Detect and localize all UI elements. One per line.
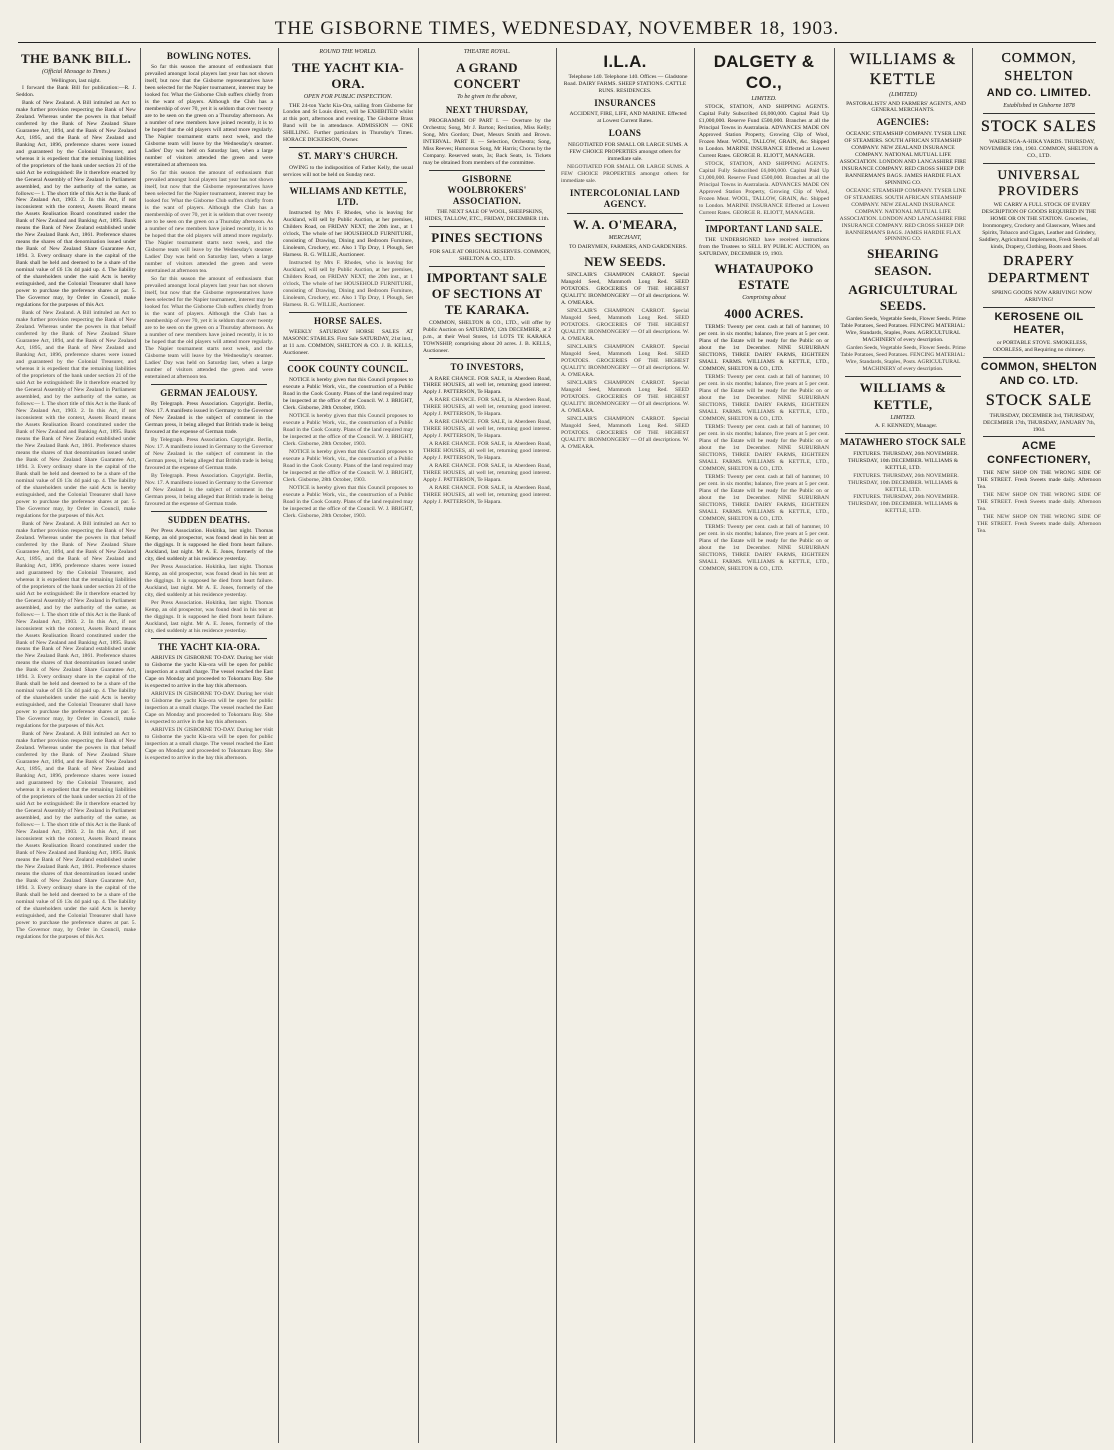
county-council-body: NOTICE is hereby given that this Council proposes to execute a Public Work, viz., the construction of a Public Road in the Cook County. Plans of the land required may be inspected at the office of the Council. W. J. BRIGHT, Clerk. Gisborne, 28th October, 1903. [283, 377, 413, 412]
new-seeds-heading: NEW SEEDS. [584, 253, 666, 269]
wk-auction-heading: WILLIAMS AND KETTLE, LTD. [289, 185, 407, 207]
german-jealousy-heading: GERMAN JEALOUSY. [160, 387, 258, 398]
county-council-heading: COOK COUNTY COUNCIL. [287, 364, 409, 375]
investors-body: A RARE CHANCE. FOR SALE, in Aberdeen Road, THREE HOUSES, all well let, returning good interest. Apply J. PATTERSON, Te Hapara. [423, 419, 551, 440]
cs-stock-sale-heading: STOCK SALE [985, 391, 1093, 409]
pines-heading: PINES SECTIONS [431, 230, 543, 246]
land-sale-heading: IMPORTANT LAND SALE. [705, 223, 823, 234]
acme-heading: ACME CONFECTIONERY, [987, 440, 1091, 467]
new-seeds-body: SINCLAIR'S CHAMPION CARROT. Special Mangold Seed, Mammoth Long Red. SEED POTATOES. GROCERIES OF THE HIGHEST QUALITY. IRONMONGERY — Of all descriptions. W. A. O'MEARA. [561, 272, 689, 306]
cs-stock-sale-body: THURSDAY, DECEMBER 3rd, THURSDAY, DECEMBER 17th, THURSDAY, JANUARY 7th, 1904. [982, 412, 1096, 433]
new-seeds-body: SINCLAIR'S CHAMPION CARROT. Special Mangold Seed, Mammoth Long Red. SEED POTATOES. GROCERIES OF THE HIGHEST QUALITY. IRONMONGERY — Of all descriptions. W. A. O'MEARA. [561, 343, 689, 378]
dalgety-body: STOCK, STATION, AND SHIPPING AGENTS. Capital Fully Subscribed £6,000,000. Capital Paid Up £1,000,000. Reserve Fund £500,000. Branches at all the Principal Towns in Australasia. ADVANCES MADE ON Approved Station Property, Growing Clip of Wool, Frozen Meat. WOOL, TALLOW, GRAIN, &c. Shipped to London. MARINE INSURANCE Effected at Lowest Current Rates. GEORGE R. ELIOTT, MANAGER. [699, 104, 829, 159]
column-8 [977, 48, 1101, 1443]
agri-seeds-heading: AGRICULTURAL SEEDS. [848, 281, 958, 314]
yacht-arrival-body: ARRIVES IN GISBORNE TO-DAY. During her visit to Gisborne the yacht Kia-ora will be open for public inspection at a small charge. The vessel reached the East Cape on Monday and proceeded to Tokomaru Bay. She is expected to arrive in the bay this afternoon. [145, 654, 273, 689]
acme-body: THE NEW SHOP ON THE WRONG SIDE OF THE STREET. Fresh Sweets made daily. Afternoon Tea. [977, 513, 1101, 534]
ila-body: Telephone 140. Telephone 140. Offices — Gladstone Road. DAIRY FARMS. SHEEP STATIONS. CATTLE RUNS. RESIDENCES. [563, 74, 688, 95]
pines-body: FOR SALE AT ORIGINAL RESERVES. COMMON, SHELTON & CO., LTD. [429, 248, 551, 262]
new-seeds-body: SINCLAIR'S CHAMPION CARROT. Special Mangold Seed, Mammoth Long Red. SEED POTATOES. GROCERIES OF THE HIGHEST QUALITY. IRONMONGERY — Of all descriptions. W. A. O'MEARA. [561, 415, 689, 450]
investors-body: A RARE CHANCE. FOR SALE, in Aberdeen Road, THREE HOUSES, all well let, returning good interest. Apply J. PATTERSON, Te Hapara. [423, 397, 551, 418]
bank-bill-dateline: Wellington, last night. [51, 77, 101, 84]
divider [289, 147, 407, 148]
sudden-deaths-body: Per Press Association. Hokitika, last night. Thomas Kemp, an old prospector, was found dead in his tent at the diggings. It is supposed he died from heart failure. Auckland, last night. Mr A. E. Jones, formerly of the city, died suddenly at his residence yesterday. [145, 563, 273, 598]
woolbrokers-heading: GISBORNE WOOLBROKERS' ASSOCIATION. [447, 173, 527, 207]
universal-providers-heading: UNIVERSAL PROVIDERS [997, 167, 1081, 199]
column-rule [834, 48, 835, 1443]
williams-kettle-subhead: (LIMITED) [889, 92, 917, 98]
investors-body: A RARE CHANCE. FOR SALE, in Aberdeen Road, THREE HOUSES, all well let, returning good interest. Apply J. PATTERSON, Te Hapara. [423, 485, 551, 506]
cs-stock-heading: COMMON, SHELTON AND CO. LTD. [980, 361, 1098, 387]
wk-auction-body: Instructed by Mrs F. Rhodes, who is leaving for Auckland, will sell by Public Auction, at her premises, Childers Road, on FRIDAY NEXT, the 20th inst., at 1 o'clock, The whole of her HOUSEHOLD FURNITURE, consisting of Drawing, Dining and Bedroom Furniture, Linoleum, Crockery, etc. Also 1 Tip Dray, 1 Plough, Set Harness. R. G. WILLIE, Auctioneer. [283, 210, 413, 259]
williams-kettle-body: PASTORALISTS' AND FARMERS' AGENTS, AND GENERAL MERCHANTS. [846, 100, 966, 114]
bowling-notes-body: So far this season the amount of enthusiasm that prevailed amongst local players last year has not shown itself, but now that the Gisborne representatives have been selected for the Napier tournament, interest may be looked for. What the Gisborne Club suffers chiefly from is the want of players. Although the Club has a membership of over 70, yet it is seldom that over twenty are to be seen on the green on a Thursday afternoon. As a number of new members have joined recently, it is to be hoped that the old players will attend more regularly. The Napier tournament starts next week, and the Gisborne team will leave by the Wednesday's steamer. Ladies' Day was held on Saturday last, when a large number of visitors attended the green and were entertained at afternoon tea. [145, 64, 273, 169]
stock-sales-body: WAERENGA-A-HIKA YARDS. THURSDAY, NOVEMBER 19th, 1903. COMMON, SHELTON & CO., LTD. [979, 139, 1099, 160]
divider [151, 511, 267, 512]
divider [429, 358, 545, 359]
investors-body: A RARE CHANCE. FOR SALE, in Aberdeen Road, THREE HOUSES, all well let, returning good interest. Apply J. PATTERSON, Te Hapara. [423, 375, 551, 396]
whataupoko-body: TERMS: Twenty per cent. cash at fall of hammer, 10 per cent. in six months; balance, five years at 5 per cent. Plans of the Estate will be ready for the Public on or about the 1st December. NINE SUBURBAN SECTIONS, THREE DAIRY FARMS, EIGHTEEN SMALL FARMS. WILLIAMS & KETTLE, LTD., COMMON, SHELTON & CO., LTD. [699, 473, 829, 522]
acres-heading: 4000 ACRES. [724, 305, 804, 321]
divider [983, 436, 1095, 437]
investors-heading: TO INVESTORS, [450, 362, 524, 373]
concert-body: PROGRAMME OF PART I. — Overture by the Orchestra; Song, Mr J. Barton; Recitation, Miss Kelly; Song, Mrs Gordon; Duet, Messrs Smith and Brown. INTERVAL. PART II. — Selection, Orchestra; Song, Miss Reeves; Humorous Song, Mr Harris; Chorus by the Company. Reserved seats, 3s; Back Seats, 1s. Tickets may be obtained from members of the committee. [423, 117, 551, 166]
divider [983, 113, 1095, 114]
investors-body: A RARE CHANCE. FOR SALE, in Aberdeen Road, THREE HOUSES, all well let, returning good interest. Apply J. PATTERSON, Te Hapara. [423, 441, 551, 462]
masthead [0, 0, 1114, 44]
agri-seeds-body: Garden Seeds, Vegetable Seeds, Flower Seeds. Prime Table Potatoes, Seed Potatoes. FENCING MATERIAL: Wire, Standards, Staples, Posts. AGRICULTURAL MACHINERY of every description. [840, 345, 966, 373]
county-council-body: NOTICE is hereby given that this Council proposes to execute a Public Work, viz., the construction of a Public Road in the Cook County. Plans of the land required may be inspected at the office of the Council. W. J. BRIGHT, Clerk. Gisborne, 28th October, 1903. [283, 413, 413, 448]
te-karaka-heading: IMPORTANT SALE OF SECTIONS AT TE KARAKA. [426, 269, 548, 318]
williams-kettle-heading: WILLIAMS & KETTLE [849, 51, 957, 88]
bowling-notes-heading: BOWLING NOTES. [166, 51, 252, 61]
ila-heading: I.L.A. [603, 52, 647, 71]
heater-body: or PORTABLE STOVE. SMOKELESS, ODORLESS, and Requiring no chimney. [992, 340, 1088, 354]
column-2 [145, 48, 273, 1443]
divider [845, 376, 961, 377]
investors-body: A RARE CHANCE. FOR SALE, in Aberdeen Road, THREE HOUSES, all well let, returning good interest. Apply J. PATTERSON, Te Hapara. [423, 463, 551, 484]
newspaper-title: THE GISBORNE TIMES, WEDNESDAY, NOVEMBER 18, 1903. [274, 18, 840, 39]
loans-body: NEGOTIATED FOR SMALL OR LARGE SUMS. A FEW CHOICE PROPERTIES amongst others for immediate sale. [568, 141, 688, 162]
omeara-body: TO DAIRYMEN, FARMERS, AND GARDENERS. [568, 243, 688, 250]
whataupoko-body: TERMS: Twenty per cent. cash at fall of hammer, 10 per cent. in six months; balance, five years at 5 per cent. Plans of the Estate will be ready for the Public on or about the 1st December. NINE SUBURBAN SECTIONS, THREE DAIRY FARMS, EIGHTEEN SMALL FARMS. WILLIAMS & KETTLE, LTD., COMMON, SHELTON & CO., LTD. [699, 423, 829, 472]
wk-footer-heading: WILLIAMS & KETTLE, [859, 380, 947, 412]
whataupoko-body: TERMS: Twenty per cent. cash at fall of hammer, 10 per cent. in six months; balance, five years at 5 per cent. Plans of the Estate will be ready for the Public on or about the 1st December. NINE SUBURBAN SECTIONS, THREE DAIRY FARMS, EIGHTEEN SMALL FARMS. WILLIAMS & KETTLE, LTD., COMMON, SHELTON & CO., LTD. [699, 523, 829, 572]
divider [705, 220, 823, 221]
bank-bill-heading: THE BANK BILL. [20, 51, 132, 66]
sudden-deaths-heading: SUDDEN DEATHS. [167, 514, 251, 525]
divider [983, 357, 1095, 358]
yacht-arrival-body: ARRIVES IN GISBORNE TO-DAY. During her visit to Gisborne the yacht Kia-ora will be open for public inspection at a small charge. The vessel reached the East Cape on Monday and proceeded to Tokomaru Bay. She is expected to arrive in the bay this afternoon. [145, 690, 273, 725]
divider [429, 266, 545, 267]
divider [289, 182, 407, 183]
yacht-ad-subhead: OPEN FOR PUBLIC INSPECTION. [303, 94, 393, 100]
german-jealousy-body: By Telegraph. Press Association. Copyright. Berlin, Nov. 17. A manifesto issued in Germany to the Governor of New Zealand is the subject of comment in the German press, it being alleged that British trade is being favoured at the expense of German trade. [145, 400, 273, 435]
sudden-deaths-body: Per Press Association. Hokitika, last night. Thomas Kemp, an old prospector, was found dead in his tent at the diggings. It is supposed he died from heart failure. Auckland, last night. Mr A. E. Jones, formerly of the city, died suddenly at his residence yesterday. [145, 599, 273, 634]
county-council-body: NOTICE is hereby given that this Council proposes to execute a Public Work, viz., the construction of a Public Road in the Cook County. Plans of the land required may be inspected at the office of the Council. W. J. BRIGHT, Clerk. Gisborne, 28th October, 1903. [283, 449, 413, 484]
column-rule [694, 48, 695, 1443]
loans-body: NEGOTIATED FOR SMALL OR LARGE SUMS. A FEW CHOICE PROPERTIES amongst others for immediate sale. [561, 163, 689, 184]
column-rule [140, 48, 141, 1443]
bowling-notes-body: So far this season the amount of enthusiasm that prevailed amongst local players last year has not shown itself, but now that the Gisborne representatives have been selected for the Napier tournament, interest may be looked for. What the Gisborne Club suffers chiefly from is the want of players. Although the Club has a membership of over 70, yet it is seldom that over twenty are to be seen on the green on a Thursday afternoon. As a number of new members have joined recently, it is to be hoped that the old players will attend more regularly. The Napier tournament starts next week, and the Gisborne team will leave by the Wednesday's steamer. Ladies' Day was held on Saturday last, when a large number of visitors attended the green and were entertained at afternoon tea. [145, 170, 273, 274]
common-shelton-subheading: AND CO. LIMITED. [986, 87, 1092, 99]
column-6 [699, 48, 829, 1443]
divider [983, 307, 1095, 308]
agencies-heading: AGENCIES: [876, 117, 930, 128]
te-karaka-body: COMMON, SHELTON & CO., LTD., will offer by Public Auction on SATURDAY, 12th DECEMBER, at 2 p.m., at their Wool Stores, 14 LOTS TE KARAKA TOWNSHIP, comprising about 20 acres. J. B. KELLS, Auctioneer. [423, 320, 551, 355]
county-council-body: NOTICE is hereby given that this Council proposes to execute a Public Work, viz., the construction of a Public Road in the Cook County. Plans of the land required may be inspected at the office of the Council. W. J. BRIGHT, Clerk. Gisborne, 28th October, 1903. [283, 485, 413, 520]
column-7 [839, 48, 967, 1443]
wk-footer-body: A. F. KENNEDY, Manager. [874, 423, 938, 430]
omeara-subhead: MERCHANT, [608, 235, 642, 242]
matawhero-heading: MATAWHERO STOCK SALE [839, 437, 967, 448]
dalgety-heading: DALGETY & CO., [713, 52, 815, 93]
established-line: Established in Gisborne 1878 [1003, 102, 1075, 109]
divider [567, 213, 683, 214]
drapery-heading: DRAPERY DEPARTMENT [988, 253, 1090, 287]
land-sale-body: THE UNDERSIGNED have received instructions from the Trustees to SELL BY PUBLIC AUCTION, on SATURDAY, DECEMBER 19, 1903. [699, 237, 829, 257]
divider [429, 226, 545, 227]
loans-heading: LOANS [608, 128, 642, 139]
new-seeds-body: SINCLAIR'S CHAMPION CARROT. Special Mangold Seed, Mammoth Long Red. SEED POTATOES. GROCERIES OF THE HIGHEST QUALITY. IRONMONGERY — Of all descriptions. W. A. O'MEARA. [561, 379, 689, 414]
column-1 [16, 48, 136, 1443]
divider [845, 433, 961, 434]
dalgety-body: STOCK, STATION, AND SHIPPING AGENTS. Capital Fully Subscribed £6,000,000. Capital Paid Up £1,000,000. Reserve Fund £500,000. Branches at all the Principal Towns in Australasia. ADVANCES MADE ON Approved Station Property, Growing Clip of Wool, Frozen Meat. WOOL, TALLOW, GRAIN, &c. Shipped to London. MARINE INSURANCE Effected at Lowest Current Rates. GEORGE R. ELIOTT, MANAGER. [699, 160, 829, 216]
insurances-heading: INSURANCES [594, 98, 656, 109]
bank-bill-lead: I forward the Bank Bill for publication:—R. J. Seddon. [16, 84, 136, 98]
heater-heading: KEROSENE OIL HEATER, [994, 310, 1084, 337]
intercolonial-heading: INTERCOLONIAL LAND AGENCY. [569, 187, 681, 209]
bank-bill-body: Bank of New Zealand. A Bill intituled an Act to make further provision respecting the Bank of New Zealand. Whereas under the powers in that behalf conferred by the Bank of New Zealand Share Guarantee Act, 1894, and the Bank of New Zealand Act, 1895, and the Bank of New Zealand and Banking Act, 1896, preference shares were issued and guaranteed by the Colonial Treasurer, and whereas it is expedient that the remaining liabilities of the proprietors of the bank under section 21 of the said Act be extinguished: Be it therefore enacted by the General Assembly of New Zealand in Parliament assembled, and by the authority of the same, as follows:— 1. The short title of this Act is the Bank of New Zealand Act, 1903. 2. In this Act, if not inconsistent with the context, Assets Board means the Assets Realisation Board constituted under the Bank of New Zealand and Banking Act, 1895. Bank means the Bank of New Zealand established under the New Zealand Bank Act, 1861. Preference shares means the shares of that denomination issued under the Bank of New Zealand Share Guarantee Act, 1894. 3. Every ordinary share in the capital of the Bank shall be held and deemed to be a share of the nominal value of £6 13s 4d paid up. 4. The liability of the shareholders under the said Acts is hereby extinguished, and the Colonial Treasurer shall have power to purchase the preference shares at par. 5. The Governor may, by Order in Council, make regulations for the purposes of this Act. [16, 99, 136, 309]
new-seeds-body: SINCLAIR'S CHAMPION CARROT. Special Mangold Seed, Mammoth Long Red. SEED POTATOES. GROCERIES OF THE HIGHEST QUALITY. IRONMONGERY — Of all descriptions. W. A. O'MEARA. [561, 307, 689, 342]
matawhero-body: FIXTURES. THURSDAY, 26th NOVEMBER. THURSDAY, 10th DECEMBER. WILLIAMS & KETTLE, LTD. [847, 472, 959, 493]
acme-body: THE NEW SHOP ON THE WRONG SIDE OF THE STREET. Fresh Sweets made daily. Afternoon Tea. [977, 491, 1101, 512]
woolbrokers-body: THE NEXT SALE OF WOOL, SHEEPSKINS, HIDES, TALLOW, ETC., FRIDAY, DECEMBER 11th. [424, 209, 550, 223]
acme-body: THE NEW SHOP ON THE WRONG SIDE OF THE STREET. Fresh Sweets made daily. Afternoon Tea. [977, 469, 1101, 490]
bank-bill-body: Bank of New Zealand. A Bill intituled an Act to make further provision respecting the Bank of New Zealand. Whereas under the powers in that behalf conferred by the Bank of New Zealand Share Guarantee Act, 1894, and the Bank of New Zealand Act, 1895, and the Bank of New Zealand and Banking Act, 1896, preference shares were issued and guaranteed by the Colonial Treasurer, and whereas it is expedient that the remaining liabilities of the proprietors of the bank under section 21 of the said Act be extinguished: Be it therefore enacted by the General Assembly of New Zealand in Parliament assembled, and by the authority of the same, as follows:— 1. The short title of this Act is the Bank of New Zealand Act, 1903. 2. In this Act, if not inconsistent with the context, Assets Board means the Assets Realisation Board constituted under the Bank of New Zealand and Banking Act, 1895. Bank means the Bank of New Zealand established under the New Zealand Bank Act, 1861. Preference shares means the shares of that denomination issued under the Bank of New Zealand Share Guarantee Act, 1894. 3. Every ordinary share in the capital of the Bank shall be held and deemed to be a share of the nominal value of £6 13s 4d paid up. 4. The liability of the shareholders under the said Acts is hereby extinguished, and the Colonial Treasurer shall have power to purchase the preference shares at par. 5. The Governor may, by Order in Council, make regulations for the purposes of this Act. [16, 520, 136, 730]
column-4 [423, 48, 551, 1443]
agri-seeds-body: Garden Seeds, Vegetable Seeds, Flower Seeds. Prime Table Potatoes, Seed Potatoes. FENCING MATERIAL: Wire, Standards, Staples, Posts. AGRICULTURAL MACHINERY of every description. [840, 316, 966, 344]
yacht-ad-heading: THE YACHT KIA-ORA. [291, 59, 405, 91]
divider [289, 312, 407, 313]
yacht-arrival-body: ARRIVES IN GISBORNE TO-DAY. During her visit to Gisborne the yacht Kia-ora will be open for public inspection at a small charge. The vessel reached the East Cape on Monday and proceeded to Tokomaru Bay. She is expected to arrive in the bay this afternoon. [145, 726, 273, 761]
sudden-deaths-body: Per Press Association. Hokitika, last night. Thomas Kemp, an old prospector, was found dead in his tent at the diggings. It is supposed he died from heart failure. Auckland, last night. Mr A. E. Jones, formerly of the city, died suddenly at his residence yesterday. [145, 527, 273, 562]
column-5 [561, 48, 689, 1443]
whataupoko-subhead: Comprising about [742, 295, 786, 302]
german-jealousy-body: By Telegraph. Press Association. Copyright. Berlin, Nov. 17. A manifesto issued in Germany to the Governor of New Zealand is the subject of comment in the German press, it being alleged that British trade is being favoured at the expense of German trade. [145, 436, 273, 471]
universal-providers-body: WE CARRY A FULL STOCK OF EVERY DESCRIPTION OF GOODS REQUIRED IN THE HOME OR ON THE STATION. Groceries, Ironmongery, Crockery and Glassware, Wines and Spirits, Tobacco and Cigars, Leather and Grindery, Saddlery, Agricultural Implements, Fresh Seeds of all kinds, Drapery, Clothing, Boots and Shoes. [979, 201, 1099, 250]
drapery-body: SPRING GOODS NOW ARRIVING! NOW ARRIVING! [991, 289, 1093, 303]
theatre-kicker: THEATRE ROYAL. [463, 49, 511, 55]
whataupoko-heading: WHATAUPOKO ESTATE [714, 260, 814, 293]
column-rule [278, 48, 279, 1443]
horse-sales-heading: HORSE SALES. [313, 315, 383, 326]
st-marys-body: OWING to the indisposition of Father Kelly, the usual services will not be held on Sunday next. [283, 164, 413, 178]
whataupoko-body: TERMS: Twenty per cent. cash at fall of hammer, 10 per cent. in six months; balance, five years at 5 per cent. Plans of the Estate will be ready for the Public on or about the 1st December. NINE SUBURBAN SECTIONS, THREE DAIRY FARMS, EIGHTEEN SMALL FARMS. WILLIAMS & KETTLE, LTD., COMMON, SHELTON & CO., LTD. [699, 374, 829, 422]
wk-auction-body: Instructed by Mrs F. Rhodes, who is leaving for Auckland, will sell by Public Auction, at her premises, Childers Road, on FRIDAY NEXT, the 20th inst., at 1 o'clock, The whole of her HOUSEHOLD FURNITURE, consisting of Drawing, Dining and Bedroom Furniture, Linoleum, Crockery, etc. Also 1 Tip Dray, 1 Plough, Set Harness. R. G. WILLIE, Auctioneer. [283, 260, 413, 308]
whataupoko-body: TERMS: Twenty per cent. cash at fall of hammer, 10 per cent. in six months; balance, five years at 5 per cent. Plans of the Estate will be ready for the Public on or about the 1st December. NINE SUBURBAN SECTIONS, THREE DAIRY FARMS, EIGHTEEN SMALL FARMS. WILLIAMS & KETTLE, LTD., COMMON, SHELTON & CO., LTD. [699, 324, 829, 373]
insurances-body: ACCIDENT, FIRE, LIFE, AND MARINE. Effected at Lowest Current Rates. [569, 111, 687, 125]
concert-date: NEXT THURSDAY, [445, 104, 529, 115]
bank-bill-body: Bank of New Zealand. A Bill intituled an Act to make further provision respecting the Bank of New Zealand. Whereas under the powers in that behalf conferred by the Bank of New Zealand Share Guarantee Act, 1894, and the Bank of New Zealand Act, 1895, and the Bank of New Zealand and Banking Act, 1896, preference shares were issued and guaranteed by the Colonial Treasurer, and whereas it is expedient that the remaining liabilities of the proprietors of the bank under section 21 of the said Act be extinguished: Be it therefore enacted by the General Assembly of New Zealand in Parliament assembled, and by the authority of the same, as follows:— 1. The short title of this Act is the Bank of New Zealand Act, 1903. 2. In this Act, if not inconsistent with the context, Assets Board means the Assets Realisation Board constituted under the Bank of New Zealand and Banking Act, 1895. Bank means the Bank of New Zealand established under the New Zealand Bank Act, 1861. Preference shares means the shares of that denomination issued under the Bank of New Zealand Share Guarantee Act, 1894. 3. Every ordinary share in the capital of the Bank shall be held and deemed to be a share of the nominal value of £6 13s 4d paid up. 4. The liability of the shareholders under the said Acts is hereby extinguished, and the Colonial Treasurer shall have power to purchase the preference shares at par. 5. The Governor may, by Order in Council, make regulations for the purposes of this Act. [16, 310, 136, 519]
divider [429, 170, 545, 171]
divider [983, 163, 1095, 164]
column-3 [283, 48, 413, 1443]
matawhero-body: FIXTURES. THURSDAY, 26th NOVEMBER. THURSDAY, 10th DECEMBER. WILLIAMS & KETTLE, LTD. [847, 494, 959, 515]
matawhero-body: FIXTURES. THURSDAY, 26th NOVEMBER. THURSDAY, 10th DECEMBER. WILLIAMS & KETTLE, LTD. [847, 450, 959, 471]
bowling-notes-body: So far this season the amount of enthusiasm that prevailed amongst local players last year has not shown itself, but now that the Gisborne representatives have been selected for the Napier tournament, interest may be looked for. What the Gisborne Club suffers chiefly from is the want of players. Although the Club has a membership of over 70, yet it is seldom that over twenty are to be seen on the green on a Thursday afternoon. As a number of new members have joined recently, it is to be hoped that the old players will attend more regularly. The Napier tournament starts next week, and the Gisborne team will leave by the Wednesday's steamer. Ladies' Day was held on Saturday last, when a large number of visitors attended the green and were entertained at afternoon tea. [145, 275, 273, 380]
column-rule [972, 48, 973, 1443]
omeara-heading: W. A. O'MEARA, [573, 217, 677, 233]
wk-footer-subhead: LIMITED. [890, 414, 916, 421]
concert-heading: A GRAND CONCERT [453, 59, 521, 91]
concert-subhead: To be given in the above, [457, 94, 517, 100]
divider [151, 384, 267, 385]
masthead-rule [18, 42, 1096, 43]
agencies-body: OCEANIC STEAMSHIP COMPANY. TYSER LINE OF STEAMERS. SOUTH AFRICAN STEAMSHIP COMPANY. NEW ZEALAND INSURANCE COMPANY. NATIONAL MUTUAL LIFE ASSOCIATION. LONDON AND LANCASHIRE FIRE INSURANCE COMPANY. RED CROSS SHEEP DIP. BANNERMAN'S BAGS. JAMES HARDIE FLAX SPINNING CO. [839, 130, 967, 186]
yacht-ad-kicker: ROUND THE WORLD. [319, 49, 377, 55]
stock-sales-heading: STOCK SALES [980, 118, 1098, 136]
bank-bill-body: Bank of New Zealand. A Bill intituled an Act to make further provision respecting the Bank of New Zealand. Whereas under the powers in that behalf conferred by the Bank of New Zealand Share Guarantee Act, 1894, and the Bank of New Zealand Act, 1895, and the Bank of New Zealand and Banking Act, 1896, preference shares were issued and guaranteed by the Colonial Treasurer, and whereas it is expedient that the remaining liabilities of the proprietors of the bank under section 21 of the said Act be extinguished: Be it therefore enacted by the General Assembly of New Zealand in Parliament assembled, and by the authority of the same, as follows:— 1. The short title of this Act is the Bank of New Zealand Act, 1903. 2. In this Act, if not inconsistent with the context, Assets Board means the Assets Realisation Board constituted under the Bank of New Zealand and Banking Act, 1895. Bank means the Bank of New Zealand established under the New Zealand Bank Act, 1861. Preference shares means the shares of that denomination issued under the Bank of New Zealand Share Guarantee Act, 1894. 3. Every ordinary share in the capital of the Bank shall be held and deemed to be a share of the nominal value of £6 13s 4d paid up. 4. The liability of the shareholders under the said Acts is hereby extinguished, and the Colonial Treasurer shall have power to purchase the preference shares at par. 5. The Governor may, by Order in Council, make regulations for the purposes of this Act. [16, 731, 136, 940]
divider [289, 360, 407, 361]
common-shelton-heading: COMMON, SHELTON [1001, 51, 1077, 84]
yacht-arrival-heading: THE YACHT KIA-ORA. [157, 641, 261, 652]
column-rule [418, 48, 419, 1443]
horse-sales-body: WEEKLY SATURDAY HORSE SALES AT MASONIC STABLES. First Sale SATURDAY, 21st inst., at 11 a.m. COMMON, SHELTON & CO. J. B. KELLS, Auctioneer. [283, 329, 413, 357]
german-jealousy-body: By Telegraph. Press Association. Copyright. Berlin, Nov. 17. A manifesto issued in Germany to the Governor of New Zealand is the subject of comment in the German press, it being alleged that British trade is being favoured at the expense of German trade. [145, 472, 273, 507]
column-rule [556, 48, 557, 1443]
agencies-body: OCEANIC STEAMSHIP COMPANY. TYSER LINE OF STEAMERS. SOUTH AFRICAN STEAMSHIP COMPANY. NEW ZEALAND INSURANCE COMPANY. NATIONAL MUTUAL LIFE ASSOCIATION. LONDON AND LANCASHIRE FIRE INSURANCE COMPANY. RED CROSS SHEEP DIP. BANNERMAN'S BAGS. JAMES HARDIE FLAX SPINNING CO. [839, 187, 967, 243]
st-marys-heading: ST. MARY'S CHURCH. [298, 151, 398, 162]
divider [151, 638, 267, 639]
bank-bill-subhead: (Official Message to Times.) [42, 69, 110, 76]
dalgety-subhead: LIMITED. [751, 95, 777, 102]
yacht-ad-body: THE 24-ton Yacht Kia-Ora, sailing from Gisborne for London and St Louis direct, will be EXHIBITED whilst at this port, afternoon and evening. The Gisborne Brass Band will be in attendance. ADMISSION — ONE SHILLING. Further particulars in Thursday's Times. HORACE DICKERSON, Owner. [283, 102, 413, 144]
shearing-heading: SHEARING SEASON. [867, 246, 939, 278]
